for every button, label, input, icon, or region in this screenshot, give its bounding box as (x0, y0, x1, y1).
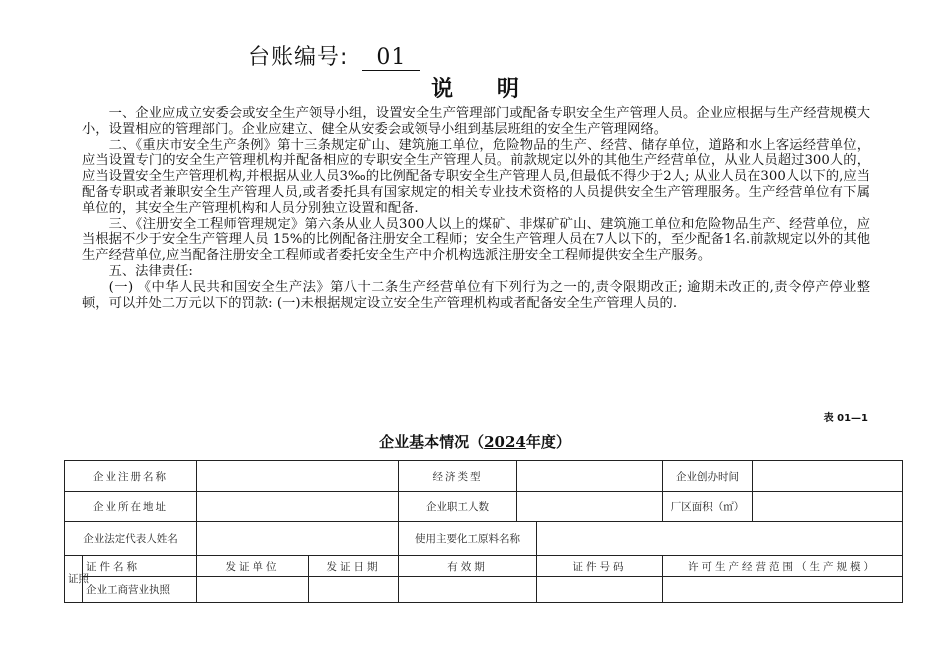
cert-side-label (65, 556, 89, 603)
table-title-suffix: 年度） (525, 433, 571, 451)
staff-count-cell[interactable] (517, 492, 663, 522)
ledger-number: 01 (362, 46, 420, 71)
table-row (65, 577, 903, 603)
economy-type-cell[interactable] (517, 461, 663, 492)
ledger-label: 台账编号: (248, 45, 349, 70)
chem-materials-label: 使用主要化工原料名称 (399, 522, 537, 556)
instructions-body (82, 106, 870, 311)
table-title-year: 2024 (484, 433, 526, 451)
address-label: 企业所在地址 (65, 492, 197, 522)
company-info-table (64, 460, 903, 603)
table-code: 表 01—1 (823, 413, 868, 424)
paragraph-legal-clause: (一) 《中华人民共和国安全生产法》第八十二条生产经营单位有下列行为之一的,责令限期改正; 逾期未改正的,责令停产停业整顿，可以并处二万元以下的罚款: (一)未根据规定设立安全生产管理机构或者配备安全生产管理人员的. (82, 279, 870, 311)
paragraph-five-heading: 五、法律责任: (108, 263, 193, 279)
paragraph-three: 三、《注册安全工程师管理规定》第六条从业人员300人以上的煤矿、非煤矿矿山、建筑施工单位和危险物品生产、经营单位，应当根据不少于安全生产管理人员 15%的比例配备注册安全工程师；安全生产管理人员在7人以下的，至少配备1名.前款规定以外的其他生产经营单位,应当配备注册安全工程师或者委托安全生产中介机构选派注册安全工程师提供安全生产服务。 (82, 216, 870, 264)
first-cert-issuer-cell[interactable] (197, 577, 309, 603)
company-name-cell[interactable] (197, 461, 399, 492)
legal-rep-cell[interactable] (197, 522, 399, 556)
plant-area-cell[interactable] (753, 492, 903, 522)
economy-type-label: 经济类型 (399, 461, 517, 492)
first-cert-name: 企业工商营业执照 (83, 577, 197, 603)
first-cert-validity-cell[interactable] (399, 577, 537, 603)
page-title: 说 明 (431, 77, 537, 102)
first-cert-date-cell[interactable] (309, 577, 399, 603)
staff-count-label: 企业职工人数 (399, 492, 517, 522)
table-row (65, 522, 903, 556)
first-cert-number-cell[interactable] (537, 577, 663, 603)
table-title-prefix: 企业基本情况（ (379, 433, 485, 451)
paragraph-two: 二、《重庆市安全生产条例》第十三条规定矿山、建筑施工单位，危险物品的生产、经营、储存单位，道路和水上客运经营单位，应当设置专门的安全生产管理机构并配备相应的专职安全生产管理人员。前款规定以外的其他生产经营单位，从业人员超过300人的，应当设置安全生产管理机构,并根据从业人员3‰的比例配备专职安全生产管理人员,但最低不得少于2人; 从业人员在300人以下的,应当配备专职或者兼职安全生产管理人员,或者委托具有国家规定的相关专业技术资格的人员提供安全生产管理服务。生产经营单位有下属单位的，其安全生产管理机构和人员分别独立设置和配备. (82, 137, 870, 216)
cert-name-header: 证件名称 (83, 556, 197, 577)
table-row (65, 461, 903, 492)
table-title (0, 431, 950, 452)
founded-time-label: 企业创办时间 (663, 461, 753, 492)
issuer-header: 发证单位 (197, 556, 309, 577)
legal-rep-label: 企业法定代表人姓名 (65, 522, 197, 556)
founded-time-cell[interactable] (753, 461, 903, 492)
issue-date-header: 发证日期 (309, 556, 399, 577)
paragraph-one: 一、企业应成立安委会或安全生产领导小组，设置安全生产管理部门或配备专职安全生产管理人员。企业应根据与生产经营规模大小，设置相应的管理部门。企业应建立、健全从安委会或领导小组到基层班组的安全生产管理网络。 (82, 106, 870, 137)
cert-number-header: 证件号码 (537, 556, 663, 577)
first-cert-scope-cell[interactable] (663, 577, 903, 603)
cert-side-text: 证照 (68, 573, 89, 585)
table-row (65, 492, 903, 522)
table-row (65, 556, 903, 577)
chem-materials-cell[interactable] (537, 522, 903, 556)
address-cell[interactable] (197, 492, 399, 522)
license-scope-header: 许可生产经营范围（生产规模） (663, 556, 903, 577)
company-name-label: 企业注册名称 (65, 461, 197, 492)
ledger-number-line (248, 40, 420, 71)
plant-area-label: 厂区面积（㎡） (663, 492, 753, 522)
validity-header: 有效期 (399, 556, 537, 577)
